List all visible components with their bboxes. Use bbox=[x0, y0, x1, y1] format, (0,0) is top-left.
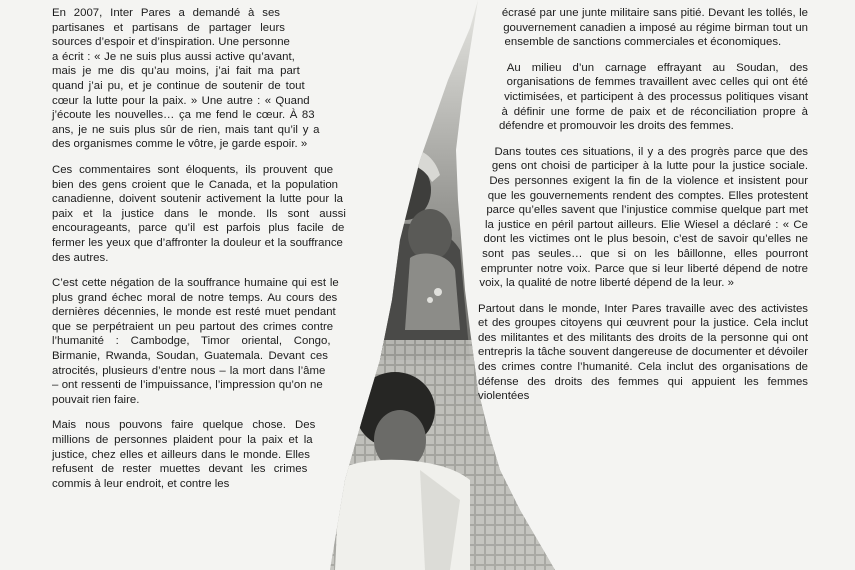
left-paragraph-4: Mais nous pouvons faire quelque chose. Des millions de personnes plaident pour la paix et la justice, chez elles et ailleurs dans le monde. Elles refusent de rester muettes devant les crimes commis à leur endroit, et contre les bbox=[52, 419, 316, 490]
dove-icon bbox=[398, 4, 468, 66]
right-paragraph-4: Partout dans le monde, Inter Pares travaille avec des activistes et des groupes citoyens qui œuvrent pour la justice. Cela inclut des militantes et des militants des droits de la personne qui ont entrepris la tâche souvent dangereuse de documenter et dévoiler des crimes contre l’humanité. Cela inclut des organisations de défense des droits des femmes qui appuient les femmes violentées bbox=[478, 302, 808, 403]
left-paragraph-3: C’est cette négation de la souffrance humaine qui est le plus grand échec moral de notre temps. Au cours des dernières décennies, le monde est resté muet pendant que se perpétraient un peu partout des crimes contre l’humanité : Cambodge, Timor oriental, Congo, Birmanie, Rwanda, Soudan, Guatemala. Devant ces atrocités, plusieurs d’entre nous – la mort dans l’âme – ont ressenti de l’impuissance, l’impression qu’on ne pouvait rien faire. bbox=[52, 277, 339, 406]
right-paragraph-3: Dans toutes ces situations, il y a des progrès parce que des gens ont choisi de participer à la lutte pour la justice sociale. Des personnes exigent la fin de la violence et insistent pour que les gouvernements rendent des comptes. Elles protestent parce qu’elles savent que l’injustice commise quelque part met la justice en péril partout ailleurs. Elie Wiesel a déclaré : « Ce dont les victimes ont le plus besoin, c’est de savoir qu’elles ne sont pas seules… que si on les bâillonne, elles pourront emprunter notre voix. Parce que si leur liberté dépend de notre voix, la qualité de notre liberté dépend de la leur. » bbox=[479, 145, 808, 290]
right-column bbox=[478, 6, 808, 570]
left-column bbox=[52, 6, 370, 570]
right-paragraph-1: écrasé par une junte militaire sans pitié. Devant les tollés, le gouvernement canadien a imposé au régime birman tout un ensemble de sanctions commerciales et économiques. bbox=[501, 7, 808, 49]
left-paragraph-2: Ces commentaires sont éloquents, ils prouvent que bien des gens croient que le Canada, et la population canadienne, doivent soutenir activement la lutte pour la paix et la justice dans le monde. Ils sont aussi encourageants, parce qu’il est parfois plus facile de fermer les yeux que d’affronter la douleur et la souffrance des autres. bbox=[52, 163, 346, 264]
right-paragraph-2: Au milieu d’un carnage effrayant au Soudan, des organisations de femmes travaillent avec celles qui ont été victimisées, et participent à des processus politiques visant à définir une forme de paix et de réconciliation propre à défendre et promouvoir les droits des femmes. bbox=[498, 61, 808, 133]
left-paragraph-1: En 2007, Inter Pares a demandé à ses partisanes et partisans de partager leurs sources d’espoir et d’inspiration. Une personne a écrit : « Je ne suis plus aussi active qu’avant, mais je me dis qu’au moins, j’ai fait ma part quand j’ai pu, et je continue de soutenir de tout cœur la lutte pour la paix. » Une autre : « Quand j’écoute les nouvelles… ça me fend le cœur. À 83 ans, je ne suis plus sûr de rien, mais tant qu’il y a des organismes comme le vôtre, je garde espoir. » bbox=[52, 7, 320, 151]
